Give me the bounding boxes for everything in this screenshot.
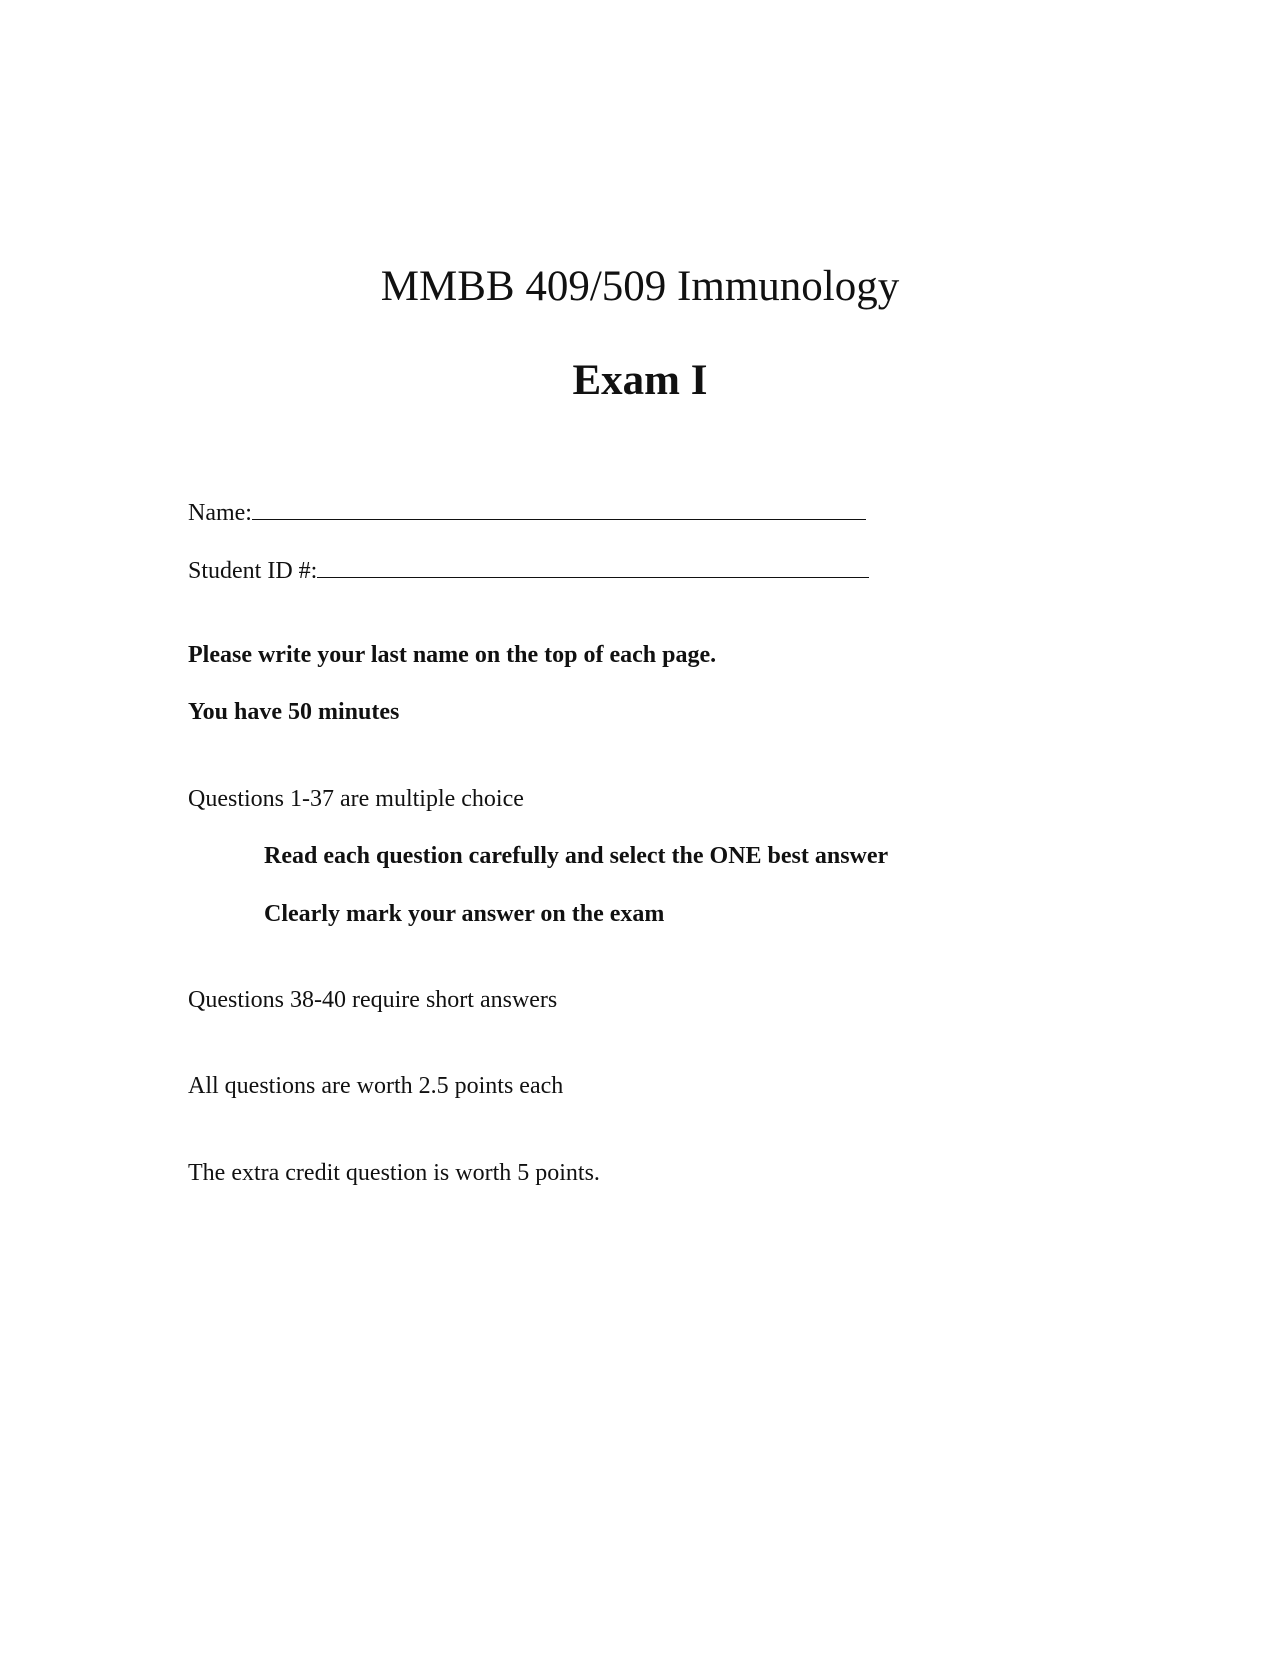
- instruction-read-carefully: Read each question carefully and select the ONE best answer: [264, 843, 889, 869]
- name-field-blank: [252, 497, 866, 520]
- student-id-field-row: [188, 555, 869, 586]
- course-title: MMBB 409/509 Immunology: [380, 263, 900, 310]
- instruction-multiple-choice: Questions 1-37 are multiple choice: [188, 786, 524, 812]
- instruction-last-name: Please write your last name on the top of each page.: [188, 642, 717, 668]
- instruction-extra-credit: The extra credit question is worth 5 points.: [188, 1160, 600, 1186]
- student-id-field-label: Student ID #:: [188, 558, 318, 584]
- instruction-mark-answer: Clearly mark your answer on the exam: [264, 901, 665, 927]
- instruction-short-answers: Questions 38-40 require short answers: [188, 987, 558, 1013]
- name-field-row: [188, 497, 866, 528]
- instruction-points-each: All questions are worth 2.5 points each: [188, 1073, 564, 1099]
- exam-title: Exam I: [572, 357, 708, 404]
- instruction-time-limit: You have 50 minutes: [188, 699, 400, 725]
- name-field-label: Name:: [188, 500, 252, 526]
- student-id-field-blank: [317, 555, 869, 578]
